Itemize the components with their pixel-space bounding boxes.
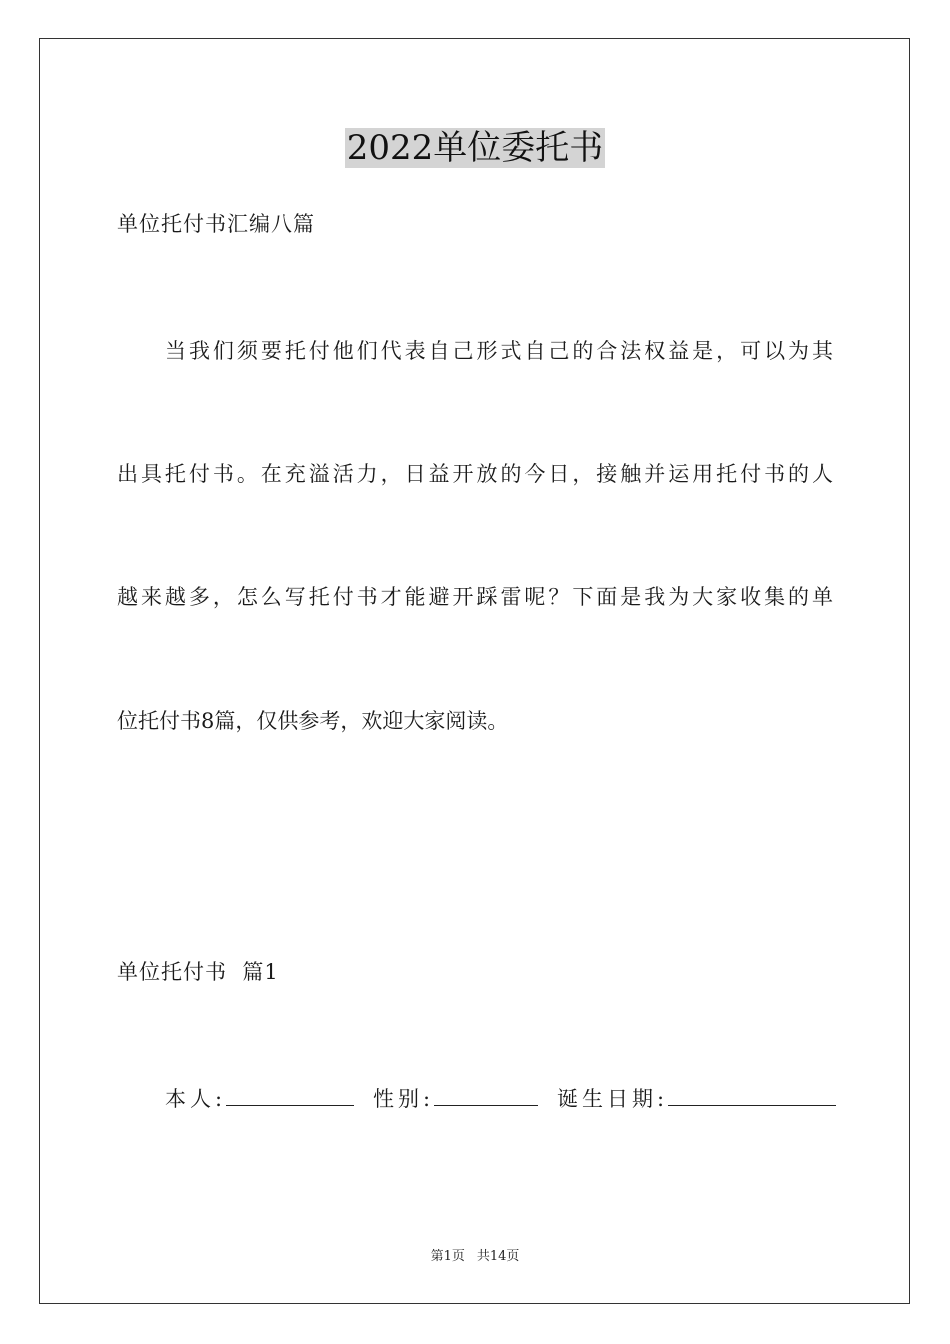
intro-line-2: 出具托付书。在充溢活力，日益开放的今日，接触并运用托付书的人 [117, 462, 833, 486]
document-subtitle: 单位托付书汇编八篇 [117, 212, 315, 236]
gender-field [373, 1083, 538, 1111]
birth-blank[interactable] [668, 1083, 836, 1106]
birth-label: 诞生日期: [557, 1087, 669, 1111]
gender-label: 性别: [373, 1087, 435, 1111]
name-field [165, 1083, 354, 1111]
total-pages: 共14页 [476, 1249, 520, 1264]
title-container [0, 128, 950, 168]
name-blank[interactable] [226, 1083, 354, 1106]
gender-blank[interactable] [434, 1083, 538, 1106]
page-footer [0, 1249, 950, 1265]
name-label: 本人: [165, 1087, 227, 1111]
intro-line-1: 当我们须要托付他们代表自己形式自己的合法权益是，可以为其 [165, 339, 833, 363]
section-heading: 单位托付书 篇1 [117, 960, 279, 984]
intro-line-3: 越来越多，怎么写托付书才能避开踩雷呢？下面是我为大家收集的单 [117, 585, 833, 609]
birth-field [557, 1083, 836, 1111]
document-title: 2022单位委托书 [346, 128, 604, 168]
personal-info-form [165, 1083, 835, 1113]
intro-line-4: 位托付书8篇，仅供参考，欢迎大家阅读。 [117, 709, 509, 733]
page-number: 第1页 [430, 1249, 465, 1264]
